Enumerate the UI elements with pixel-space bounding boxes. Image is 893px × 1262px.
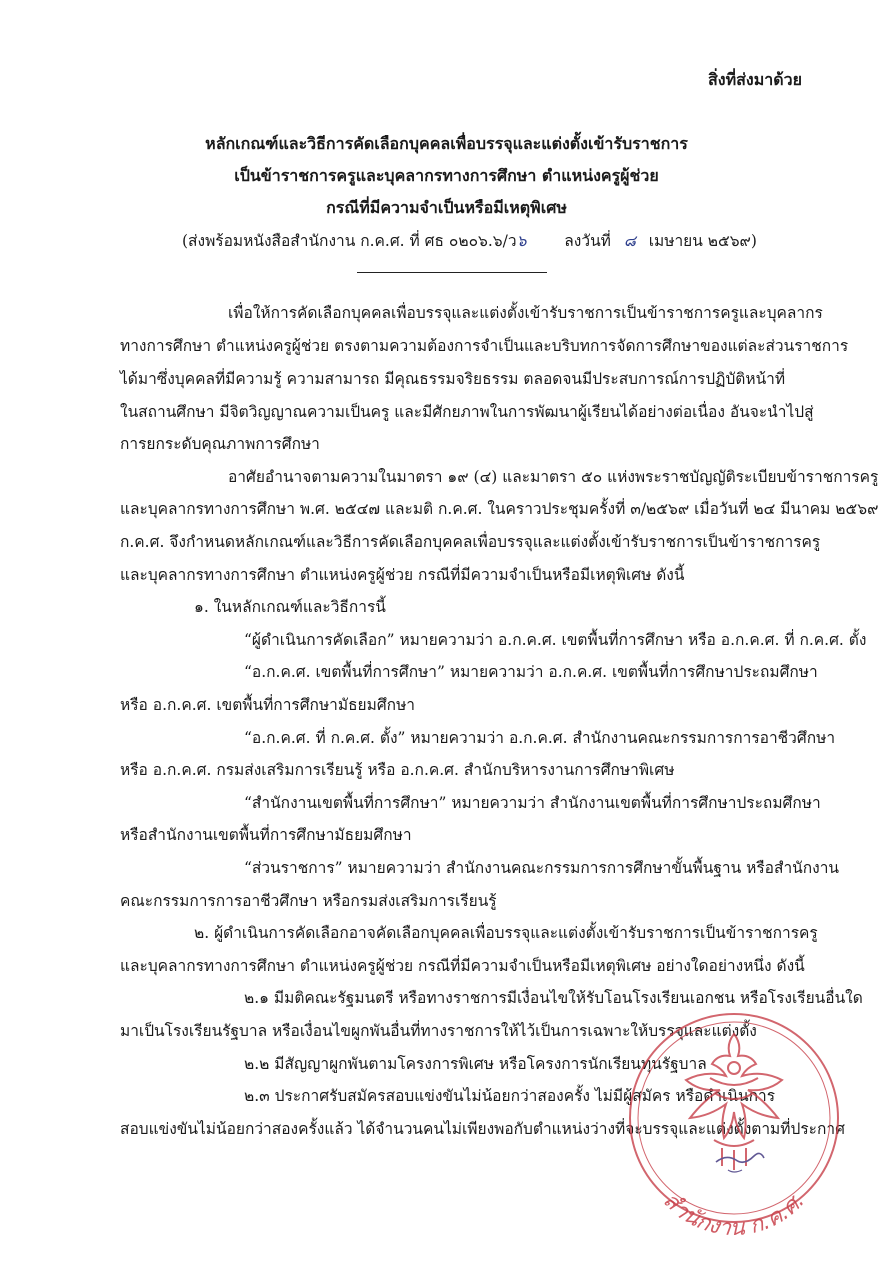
- body-line: มาเป็นโรงเรียนรัฐบาล หรือเงื่อนไขผูกพันอื่นที่ทางราชการให้ไว้เป็นการเฉพาะให้บรรจุและแต่งตั้ง: [120, 1022, 757, 1040]
- seal-icon: [618, 1012, 850, 1244]
- svg-text:สำนักงาน ก.ค.ศ.: สำนักงาน ก.ค.ศ.: [658, 1187, 810, 1242]
- handwritten-day: ๘: [623, 232, 636, 250]
- body-line: อาศัยอำนาจตามความในมาตรา ๑๙ (๔) และมาตรา ๕๐ แห่งพระราชบัญญัติระเบียบข้าราชการครู: [228, 468, 879, 486]
- body-line: และบุคลากรทางการศึกษา พ.ศ. ๒๕๔๗ และมติ ก.ค.ศ. ในคราวประชุมครั้งที่ ๓/๒๕๖๙ เมื่อวันที่ ๒๔ มีนาคม ๒๕๖๙: [120, 500, 879, 518]
- body-line: หรือ อ.ก.ค.ศ. กรมส่งเสริมการเรียนรู้ หรือ อ.ก.ค.ศ. สำนักบริหารงานการศึกษาพิเศษ: [120, 761, 675, 779]
- sent-with-reference: [182, 231, 757, 251]
- body-line: ๒.๑ มีมติคณะรัฐมนตรี หรือทางราชการมีเงื่อนไขให้รับโอนโรงเรียนเอกชน หรือโรงเรียนอื่นใด: [244, 989, 863, 1007]
- body-line: ๑. ในหลักเกณฑ์และวิธีการนี้: [194, 598, 386, 616]
- official-seal-stamp: [618, 1012, 850, 1244]
- body-line: และบุคลากรทางการศึกษา ตำแหน่งครูผู้ช่วย กรณีที่มีความจำเป็นหรือมีเหตุพิเศษ อย่างใดอย่างหนึ่ง ดังนี้: [120, 957, 805, 975]
- body-line: หรือสำนักงานเขตพื้นที่การศึกษามัธยมศึกษา: [120, 826, 412, 844]
- document-title-line-1: หลักเกณฑ์และวิธีการคัดเลือกบุคคลเพื่อบรรจุและแต่งตั้งเข้ารับราชการ: [205, 134, 688, 153]
- body-line: คณะกรรมการการอาชีวศึกษา หรือกรมส่งเสริมการเรียนรู้: [120, 892, 497, 910]
- body-line: ทางการศึกษา ตำแหน่งครูผู้ช่วย ตรงตามความต้องการจำเป็นและบริบทการจัดการศึกษาของแต่ละส่วนราชการ: [120, 337, 849, 355]
- document-title-line-2: เป็นข้าราชการครูและบุคลากรทางการศึกษา ตำแหน่งครูผู้ช่วย: [234, 166, 659, 185]
- handwritten-letter-number: ๖: [516, 232, 527, 250]
- sent-with-month-year: เมษายน ๒๕๖๙): [648, 232, 757, 250]
- body-line: “สำนักงานเขตพื้นที่การศึกษา” หมายความว่า สำนักงานเขตพื้นที่การศึกษาประถมศึกษา: [244, 794, 821, 812]
- attachment-note: สิ่งที่ส่งมาด้วย: [708, 70, 802, 89]
- body-line: “ส่วนราชการ” หมายความว่า สำนักงานคณะกรรมการการศึกษาขั้นพื้นฐาน หรือสำนักงาน: [244, 859, 840, 877]
- body-line: เพื่อให้การคัดเลือกบุคคลเพื่อบรรจุและแต่งตั้งเข้ารับราชการเป็นข้าราชการครูและบุคลากร: [228, 304, 823, 322]
- sent-with-prefix: (ส่งพร้อมหนังสือสำนักงาน ก.ค.ศ. ที่ ศธ ๐๒๐๖.๖/ว: [182, 232, 517, 250]
- body-line: “อ.ก.ค.ศ. ที่ ก.ค.ศ. ตั้ง” หมายความว่า อ.ก.ค.ศ. สำนักงานคณะกรรมการการอาชีวศึกษา: [244, 729, 836, 747]
- body-line: ๒. ผู้ดำเนินการคัดเลือกอาจคัดเลือกบุคคลเพื่อบรรจุและแต่งตั้งเข้ารับราชการเป็นข้าราชการครู: [194, 924, 818, 942]
- body-line: ได้มาซึ่งบุคคลที่มีความรู้ ความสามารถ มีคุณธรรมจริยธรรม ตลอดจนมีประสบการณ์การปฏิบัติหน้าที่: [120, 370, 786, 388]
- body-line: “ผู้ดำเนินการคัดเลือก” หมายความว่า อ.ก.ค.ศ. เขตพื้นที่การศึกษา หรือ อ.ก.ค.ศ. ที่ ก.ค.ศ. ตั้ง: [244, 631, 867, 649]
- body-line: ๒.๓ ประกาศรับสมัครสอบแข่งขันไม่น้อยกว่าสองครั้ง ไม่มีผู้สมัคร หรือดำเนินการ: [244, 1087, 776, 1105]
- body-line: และบุคลากรทางการศึกษา ตำแหน่งครูผู้ช่วย กรณีที่มีความจำเป็นหรือมีเหตุพิเศษ ดังนี้: [120, 566, 685, 584]
- body-line: ๒.๒ มีสัญญาผูกพันตามโครงการพิเศษ หรือโครงการนักเรียนทุนรัฐบาล: [244, 1055, 707, 1073]
- body-line: สอบแข่งขันไม่น้อยกว่าสองครั้งแล้ว ได้จำนวนคนไม่เพียงพอกับตำแหน่งว่างที่จะบรรจุและแต่งตั้งตามที่ประกาศ: [120, 1120, 845, 1138]
- body-line: ก.ค.ศ. จึงกำหนดหลักเกณฑ์และวิธีการคัดเลือกบุคคลเพื่อบรรจุและแต่งตั้งเข้ารับราชการเป็นข้าราชการครู: [120, 533, 821, 551]
- sent-with-date-label: ลงวันที่: [564, 232, 611, 250]
- body-line: การยกระดับคุณภาพการศึกษา: [120, 435, 320, 453]
- title-separator-rule: [357, 272, 547, 273]
- document-title-line-3: กรณีที่มีความจำเป็นหรือมีเหตุพิเศษ: [326, 198, 567, 217]
- body-line: หรือ อ.ก.ค.ศ. เขตพื้นที่การศึกษามัธยมศึกษา: [120, 696, 415, 714]
- body-line: ในสถานศึกษา มีจิตวิญญาณความเป็นครู และมีศักยภาพในการพัฒนาผู้เรียนได้อย่างต่อเนื่อง อันจะนำไปสู่: [120, 403, 814, 421]
- body-line: “อ.ก.ค.ศ. เขตพื้นที่การศึกษา” หมายความว่า อ.ก.ค.ศ. เขตพื้นที่การศึกษาประถมศึกษา: [244, 663, 818, 681]
